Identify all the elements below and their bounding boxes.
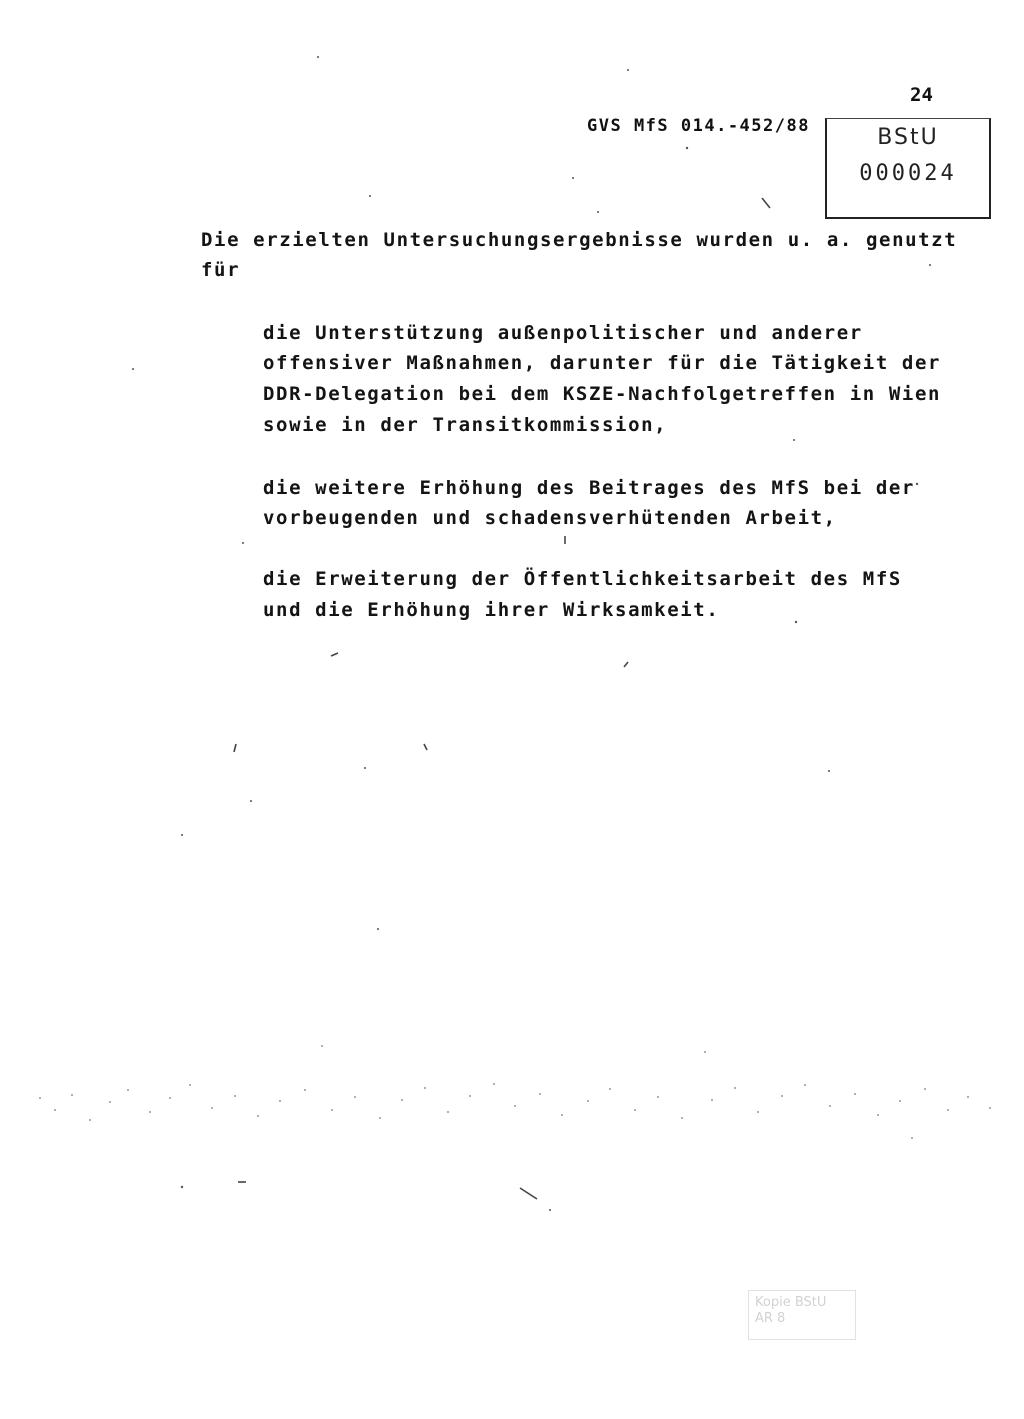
- page-number: 24: [910, 84, 933, 106]
- intro-line-2: für: [201, 259, 241, 281]
- item-1-line-1: die Unterstützung außenpolitischer und anderer: [263, 322, 863, 344]
- stamp-number: 000024: [859, 161, 957, 186]
- intro-line-1: Die erzielten Untersuchungsergebnisse wurden u. a. genutzt: [201, 229, 958, 251]
- faint-stamp-line-2: AR 8: [755, 1311, 786, 1326]
- item-1-line-2: offensiver Maßnahmen, darunter für die Tätigkeit der: [263, 352, 942, 374]
- item-3-line-2: und die Erhöhung ihrer Wirksamkeit.: [263, 599, 720, 621]
- faint-stamp-line-1: Kopie BStU: [755, 1295, 827, 1310]
- item-1-line-4: sowie in der Transitkommission,: [263, 414, 668, 436]
- document-reference: GVS MfS 014.-452/88: [587, 116, 810, 136]
- item-2-line-2: vorbeugenden und schadensverhütenden Arbeit,: [263, 507, 837, 529]
- stamp-organization: BStU: [877, 125, 939, 150]
- item-3-line-1: die Erweiterung der Öffentlichkeitsarbeit des MfS: [263, 568, 902, 590]
- item-2-line-1: die weitere Erhöhung des Beitrages des MfS bei der: [263, 477, 915, 499]
- item-1-line-3: DDR-Delegation bei dem KSZE-Nachfolgetreffen in Wien: [263, 383, 942, 405]
